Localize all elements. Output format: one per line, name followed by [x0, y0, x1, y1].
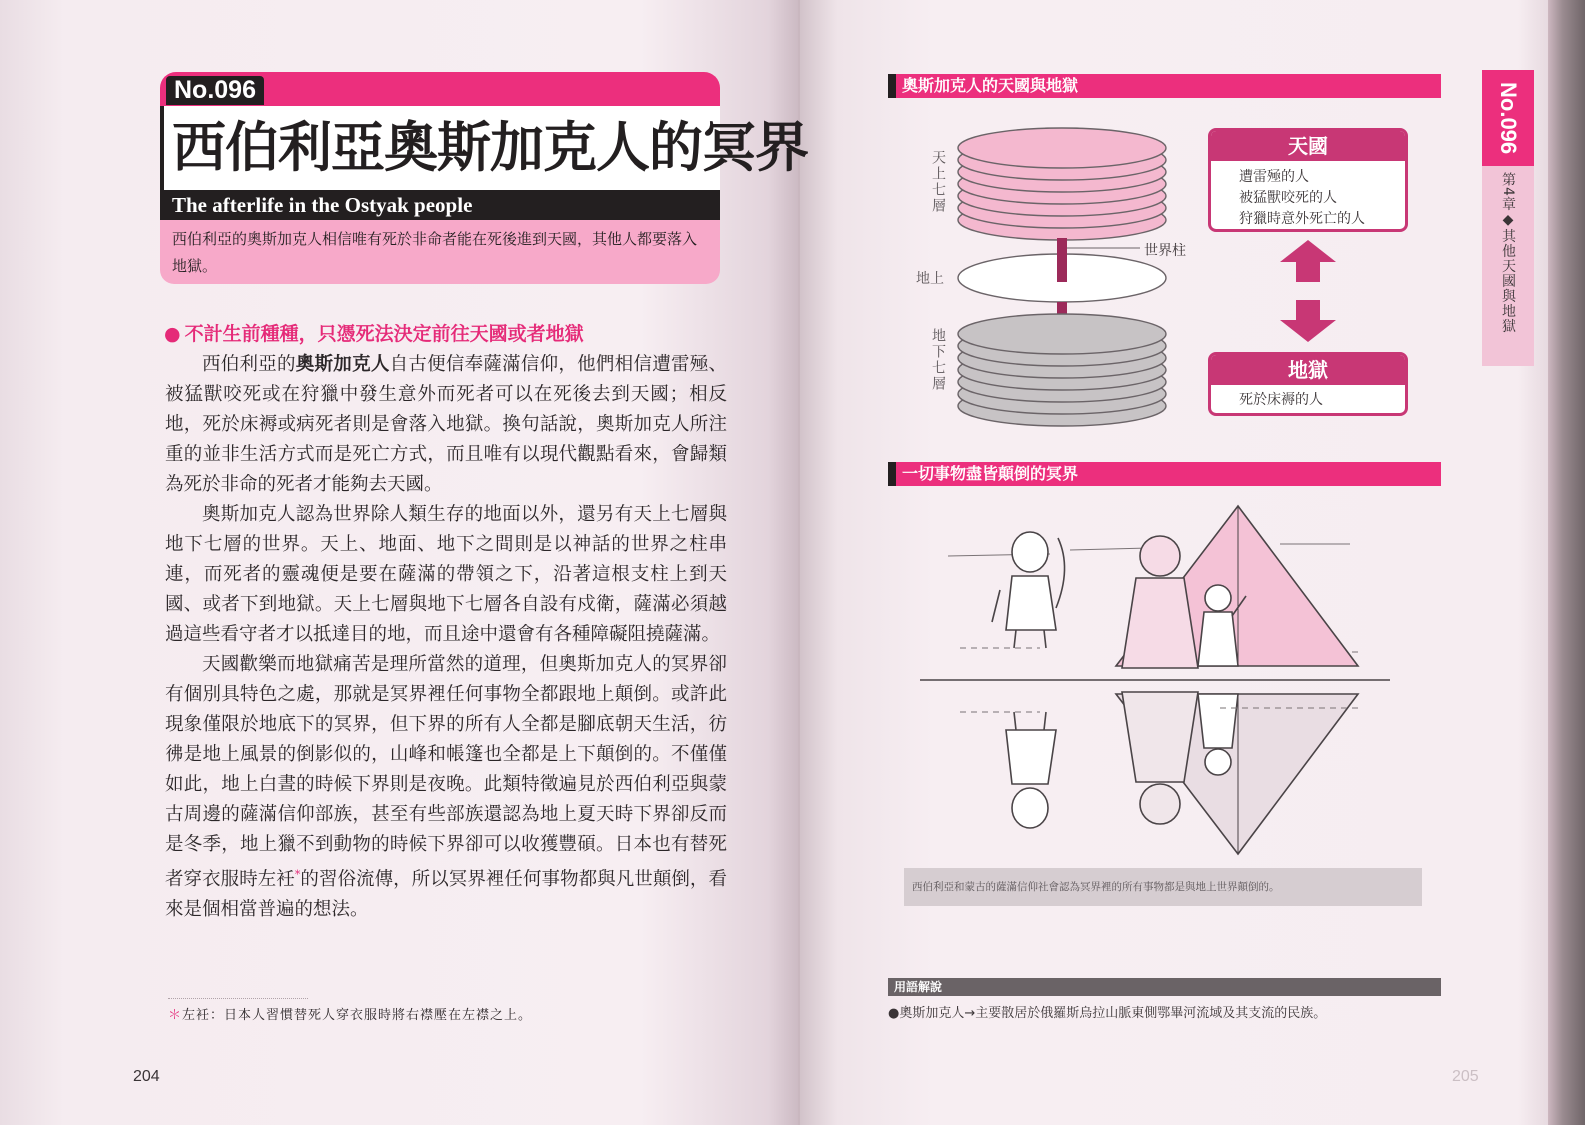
- hell-box: [1208, 352, 1408, 416]
- paragraph-2: 奧斯加克人認為世界除人類生存的地面以外，還另有天上七層與地下七層的世界。天上、地面、地下之間則是以神話的世界之柱串連，而死者的靈魂便是要在薩滿的帶領之下，沿著這根支柱上到天國、或者下到地獄。天上七層與地下七層各自設有戍衛，薩滿必須越過這些看守者才以抵達目的地，而且途中還會有各種障礙阻撓薩滿。: [165, 504, 727, 645]
- summary-text: 西伯利亞的奧斯加克人相信唯有死於非命者能在死後進到天國，其他人都要落入地獄。: [160, 220, 720, 284]
- heaven-item: 遭雷殛的人: [1239, 169, 1309, 185]
- english-subtitle: The afterlife in the Ostyak people: [160, 190, 720, 220]
- page-number-right: 205: [1452, 1068, 1479, 1085]
- paragraph-1-lead: 西伯利亞的: [202, 354, 296, 375]
- section-heading: [164, 320, 724, 348]
- heaven-item: 狩獵時意外死亡的人: [1239, 211, 1365, 227]
- footnote-divider: [168, 998, 308, 999]
- title-panel: [160, 106, 808, 190]
- cosmology-diagram: [950, 118, 1180, 433]
- title-block: [160, 72, 808, 284]
- term-ostyak: 奧斯加克人: [295, 354, 390, 375]
- footnote-marker: *: [294, 868, 301, 881]
- upper-world-scene: [948, 506, 1360, 668]
- page-number-left: 204: [133, 1068, 160, 1085]
- thumb-chapter-label: 第4章◆其他天國與地獄: [1500, 172, 1516, 334]
- footnote: [168, 1004, 728, 1023]
- paragraph-1: [165, 350, 727, 500]
- hunter-figure-icon: [992, 532, 1065, 648]
- footnote-star-icon: ＊: [168, 1008, 183, 1023]
- hell-layers: [958, 314, 1166, 426]
- paragraph-3: [165, 650, 727, 925]
- paragraph-1-rest: 自古便信奉薩滿信仰，他們相信遭雷殛、被猛獸咬死或在狩獵中發生意外而死者可以在死後去到天國；相反地，死於床褥或病死者則是會落入地獄。換句話說，奧斯加克人所注重的並非生活方式而是死亡方式，而且唯有以現代觀點看來，會歸類為死於非命的死者才能夠去天國。: [165, 354, 727, 495]
- section-heading-text: 不計生前種種，只憑死法決定前往天國或者地獄: [184, 323, 584, 345]
- paragraph-3-rest: 的習俗流傳，所以冥界裡任何事物都與凡世顛倒，看來是個相當普遍的想法。: [165, 869, 727, 921]
- thumb-index-number: No.096: [1496, 82, 1521, 155]
- bullet-dot-icon: ●: [164, 323, 181, 345]
- upper-seven-layers-label: 天上七層: [930, 150, 946, 214]
- hell-item: 死於床褥的人: [1239, 392, 1323, 408]
- glossary-title: 用語解說: [888, 978, 1441, 996]
- page-edges: [1548, 0, 1585, 1125]
- paragraph-3-lead: 天國歡樂而地獄痛苦是理所當然的道理，但奧斯加克人的冥界卻有個別具特色之處，那就是冥界裡任何事物全都跟地上顛倒。或許此現象僅限於地底下的冥界，但下界的所有人全都是腳底朝天生活，彷彿是地上風景的倒影似的，山峰和帳篷也全都是上下顛倒的。不僅僅如此，地上白晝的時候下界則是夜晚。此類特徵遍見於西伯利亞與蒙古周邊的薩滿信仰部族，甚至有些部族還認為地上夏天時下界卻反而是冬季，地上獵不到動物的時候下界卻可以收獲豐碩。日本也有替死者穿衣服時左衽: [165, 654, 727, 891]
- down-arrow-icon: [1280, 300, 1336, 342]
- lower-seven-layers-label: 地下七層: [930, 328, 946, 392]
- heaven-layers: [958, 128, 1166, 240]
- up-arrow-icon: [1280, 240, 1336, 282]
- footnote-text: 左衽：日本人習慣替死人穿衣服時將右襟壓在左襟之上。: [182, 1008, 533, 1023]
- figure-2-caption: 西伯利亞和蒙古的薩滿信仰社會認為冥界裡的所有事物都是與地上世界顛倒的。: [904, 868, 1422, 906]
- heaven-box: [1208, 128, 1408, 232]
- lower-world-scene: [960, 692, 1360, 854]
- glossary-entry: ●奧斯加克人→主要散居於俄羅斯烏拉山脈東側鄂畢河流域及其支流的民族。: [888, 1006, 1327, 1021]
- figure-1-title: 奧斯加克人的天國與地獄: [888, 74, 1441, 98]
- page-title: 西伯利亞奧斯加克人的冥界: [172, 116, 808, 179]
- inverted-world-illustration: [920, 498, 1400, 860]
- shaman-figure-icon: [1122, 536, 1198, 668]
- world-pillar-middle: [1057, 250, 1067, 282]
- ground-label: 地上: [916, 271, 944, 287]
- heaven-item: 被猛獸咬死的人: [1239, 190, 1337, 206]
- heaven-title: 天國: [1211, 131, 1405, 161]
- hell-title: 地獄: [1211, 355, 1405, 385]
- inverted-shaman-icon: [1122, 692, 1198, 824]
- figure-2-title: 一切事物盡皆顛倒的冥界: [888, 462, 1441, 486]
- heaven-list: [1211, 161, 1405, 230]
- entry-number-badge: No.096: [166, 76, 264, 105]
- body-text: [165, 350, 727, 925]
- world-pillar-label: 世界柱: [1144, 243, 1186, 259]
- inverted-hunter-icon: [1006, 712, 1056, 828]
- hell-list: [1211, 385, 1405, 411]
